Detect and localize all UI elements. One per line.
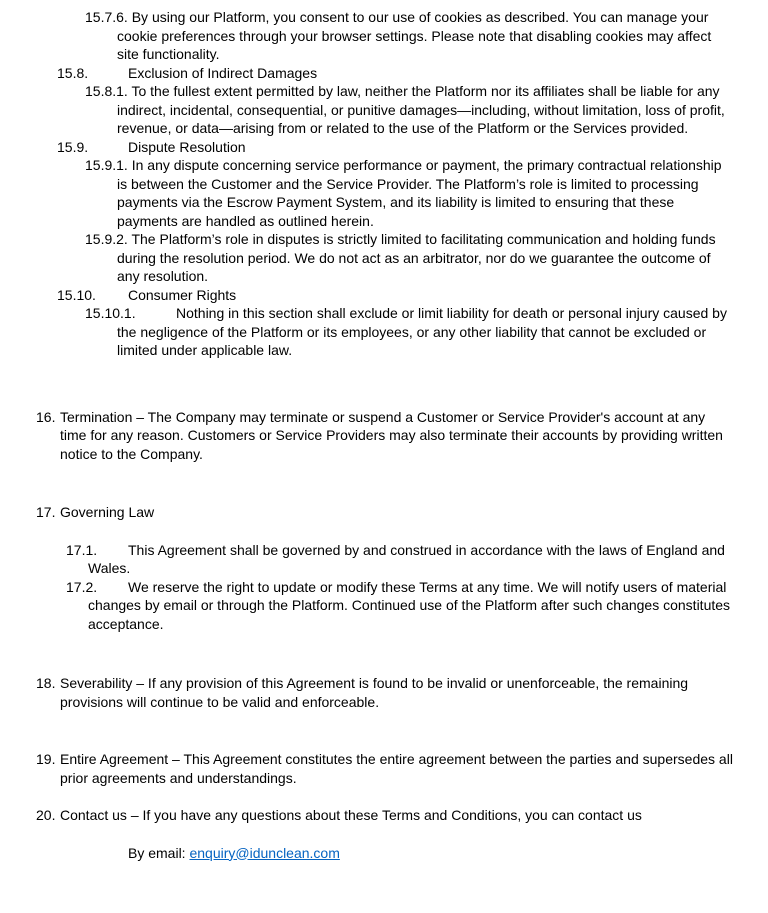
item-text: Severability – If any provision of this Agreement is found to be invalid or unenforceable, the remaining provisions will continue to be valid and enforceable. — [60, 675, 689, 710]
item-number: 15.9. — [57, 138, 89, 155]
list-item — [0, 286, 734, 305]
item-number: 15.8.1. — [85, 83, 128, 99]
list-item — [0, 806, 734, 825]
item-number: 16. — [36, 408, 56, 425]
item-number: 17.2. — [66, 578, 98, 595]
list-item — [0, 503, 734, 522]
item-number: 18. — [36, 675, 56, 691]
list-item — [0, 8, 734, 64]
item-number: 15.9.2. — [85, 231, 128, 247]
list-item — [0, 408, 734, 464]
item-number: 15.10.1. — [85, 305, 136, 321]
item-number: 19. — [36, 751, 56, 767]
contact-label: By email: — [128, 844, 190, 861]
item-text: The Platform’s role in disputes is strictly limited to facilitating communication and holding funds during the resolution period. We do not act as an arbitrator, nor do we guarantee the outcome of any resolution. — [117, 231, 716, 284]
item-number: 15.8. — [57, 64, 89, 81]
list-item — [0, 156, 734, 230]
list-item — [0, 64, 734, 83]
item-text: Nothing in this section shall exclude or limit liability for death or personal injury caused by the negligence of the Platform or its employees, or any other liability that cannot be excluded or limited under applicable law. — [117, 305, 727, 358]
item-text: To the fullest extent permitted by law, neither the Platform nor its affiliates shall be liable for any indirect, incidental, consequential, or punitive damages—including, without limitation, loss of profit, revenue, or data—arising from or related to the use of the Platform or the Services provided. — [117, 83, 725, 136]
list-item — [0, 578, 734, 634]
list-item — [0, 674, 734, 711]
item-text: Dispute Resolution — [128, 138, 246, 155]
item-text: In any dispute concerning service performance or payment, the primary contractual relationship is between the Customer and the Service Provider. The Platform’s role is limited to processing payments via the Escrow Payment System, and its liability is limited to ensuring that these payments are handled as outlined herein. — [117, 157, 722, 229]
item-text: By using our Platform, you consent to our use of cookies as described. You can manage your cookie preferences through your browser settings. Please note that disabling cookies may affect site functionality. — [117, 9, 712, 62]
item-text: This Agreement shall be governed by and construed in accordance with the laws of England and Wales. — [88, 541, 725, 576]
item-number: 15.9.1. — [85, 157, 128, 173]
document-body — [0, 8, 734, 862]
item-text: Governing Law — [60, 504, 155, 520]
list-item — [0, 750, 734, 787]
item-number: 15.10. — [57, 286, 96, 303]
item-number: 15.7.6. — [85, 9, 128, 25]
list-item — [0, 541, 734, 578]
item-number: 17. — [36, 504, 56, 520]
item-number: 20. — [36, 807, 56, 823]
item-number: 17.1. — [66, 541, 98, 558]
item-text: Exclusion of Indirect Damages — [128, 64, 318, 81]
item-text: Termination – The Company may terminate or suspend a Customer or Service Provider's account at any time for any reason. Customers or Service Providers may also terminate their accounts by providing written notice to the Company. — [60, 408, 723, 462]
item-text: Consumer Rights — [128, 286, 237, 303]
list-item — [0, 82, 734, 138]
list-item — [0, 138, 734, 157]
item-text: We reserve the right to update or modify these Terms at any time. We will notify users of material changes by email or through the Platform. Continued use of the Platform after such changes constitutes acceptance. — [88, 578, 731, 632]
contact-line — [0, 844, 734, 863]
item-text: Contact us – If you have any questions about these Terms and Conditions, you can contact us — [60, 807, 642, 823]
list-item — [0, 230, 734, 286]
item-text: Entire Agreement – This Agreement constitutes the entire agreement between the parties and supersedes all prior agreements and understandings. — [60, 751, 733, 786]
list-item — [0, 304, 734, 360]
email-link[interactable]: enquiry@idunclean.com — [189, 844, 340, 861]
